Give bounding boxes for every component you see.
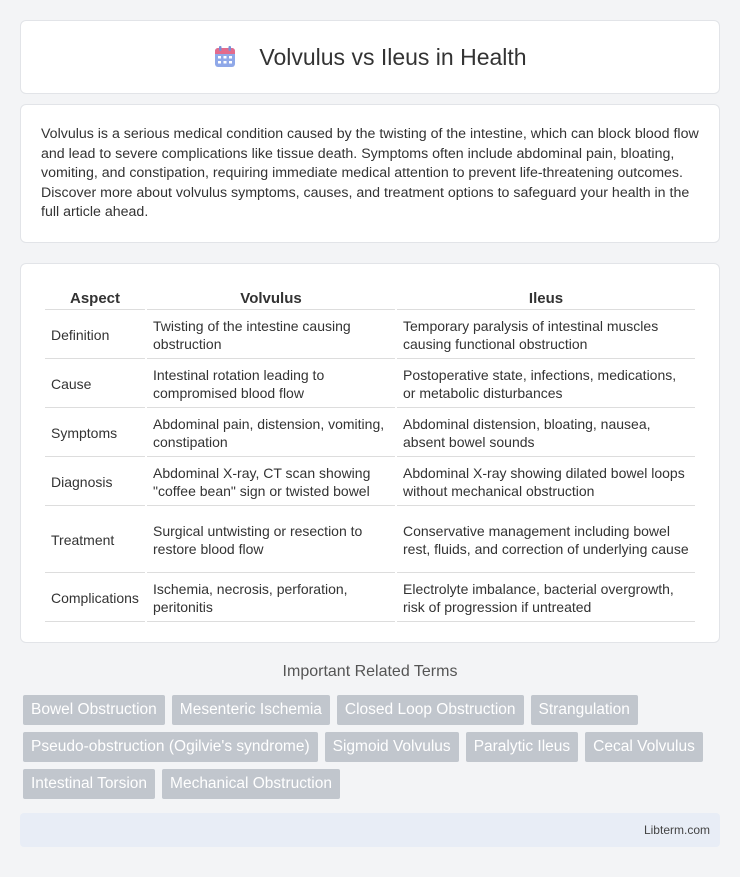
row-aspect: Cause <box>45 361 145 408</box>
row-ileus: Conservative management including bowel rest, fluids, and correction of underlying cause <box>397 508 695 573</box>
header-card <box>20 20 720 94</box>
related-terms-title: Important Related Terms <box>282 663 458 680</box>
row-ileus: Postoperative state, infections, medications, or metabolic disturbances <box>397 361 695 408</box>
row-ileus: Temporary paralysis of intestinal muscles causing functional obstruction <box>397 312 695 359</box>
footer-brand-link[interactable]: Libterm.com <box>643 823 710 837</box>
calendar-icon <box>213 45 237 69</box>
tag-mesenteric-ischemia[interactable]: Mesenteric Ischemia <box>172 695 330 725</box>
row-volvulus: Abdominal X-ray, CT scan showing "coffee bean" sign or twisted bowel <box>147 459 395 506</box>
header-ileus: Ileus <box>397 286 695 310</box>
related-terms-list <box>23 695 723 806</box>
tag-mechanical-obstruction[interactable]: Mechanical Obstruction <box>162 769 340 799</box>
row-ileus: Abdominal distension, bloating, nausea, absent bowel sounds <box>397 410 695 457</box>
row-aspect: Complications <box>45 575 145 622</box>
row-volvulus: Surgical untwisting or resection to restore blood flow <box>147 508 395 573</box>
table-row <box>45 459 695 506</box>
comparison-table <box>43 284 697 624</box>
row-aspect: Symptoms <box>45 410 145 457</box>
row-aspect: Diagnosis <box>45 459 145 506</box>
row-ileus: Abdominal X-ray showing dilated bowel loops without mechanical obstruction <box>397 459 695 506</box>
tag-cecal-volvulus[interactable]: Cecal Volvulus <box>585 732 703 762</box>
intro-card <box>20 104 720 243</box>
row-volvulus: Twisting of the intestine causing obstruction <box>147 312 395 359</box>
tag-closed-loop-obstruction[interactable]: Closed Loop Obstruction <box>337 695 524 725</box>
header-aspect: Aspect <box>45 286 145 310</box>
row-volvulus: Intestinal rotation leading to compromised blood flow <box>147 361 395 408</box>
tag-intestinal-torsion[interactable]: Intestinal Torsion <box>23 769 155 799</box>
table-row <box>45 312 695 359</box>
row-ileus: Electrolyte imbalance, bacterial overgrowth, risk of progression if untreated <box>397 575 695 622</box>
page-title: Volvulus vs Ileus in Health <box>259 43 527 70</box>
intro-text: Volvulus is a serious medical condition caused by the twisting of the intestine, which can block blood flow and lead to severe complications like tissue death. Symptoms often include abdominal pain, bloating, vomiting, and constipation, requiring immediate medical attention to prevent life-threatening outcomes. Discover more about volvulus symptoms, causes, and treatment options to safeguard your health in the full article ahead. <box>41 126 699 220</box>
table-row <box>45 410 695 457</box>
tag-paralytic-ileus[interactable]: Paralytic Ileus <box>466 732 578 762</box>
row-aspect: Treatment <box>45 508 145 573</box>
table-row <box>45 361 695 408</box>
footer <box>20 813 720 847</box>
tag-strangulation[interactable]: Strangulation <box>531 695 638 725</box>
tag-sigmoid-volvulus[interactable]: Sigmoid Volvulus <box>325 732 459 762</box>
header-volvulus: Volvulus <box>147 286 395 310</box>
table-row <box>45 508 695 573</box>
tag-bowel-obstruction[interactable]: Bowel Obstruction <box>23 695 165 725</box>
table-row <box>45 575 695 622</box>
row-aspect: Definition <box>45 312 145 359</box>
tag-pseudo-obstruction[interactable]: Pseudo-obstruction (Ogilvie's syndrome) <box>23 732 318 762</box>
comparison-card <box>20 263 720 643</box>
row-volvulus: Abdominal pain, distension, vomiting, constipation <box>147 410 395 457</box>
row-volvulus: Ischemia, necrosis, perforation, peritonitis <box>147 575 395 622</box>
